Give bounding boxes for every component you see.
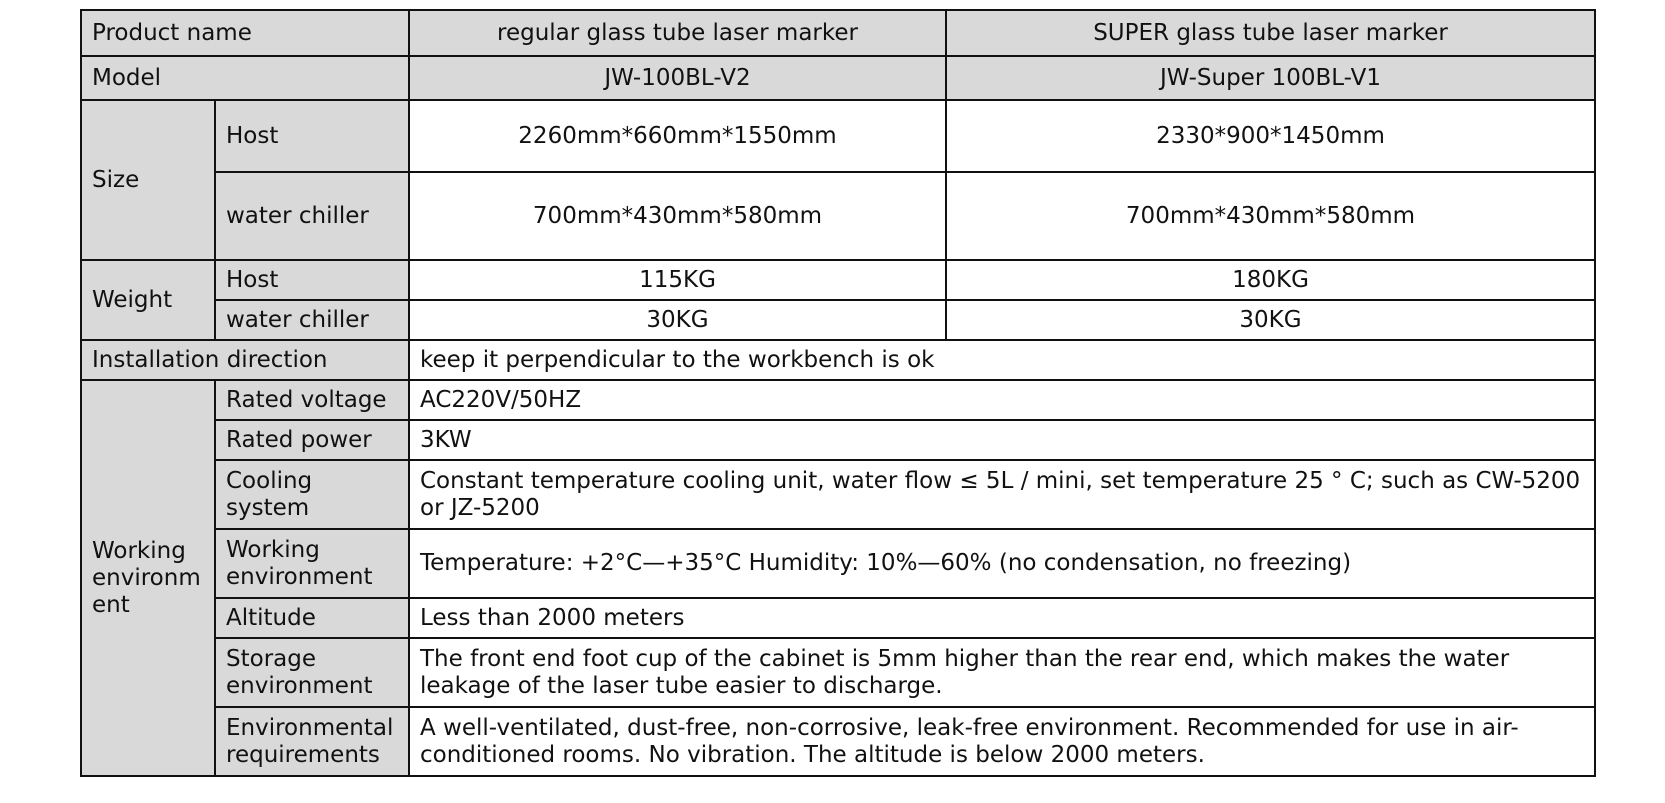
weight-label: Weight <box>81 260 215 340</box>
working-environment-row-label: Working environment <box>215 529 409 598</box>
weight-host-label: Host <box>215 260 409 300</box>
spec-table <box>80 9 1596 777</box>
rated-power-label: Rated power <box>215 420 409 460</box>
altitude-value: Less than 2000 meters <box>409 598 1595 638</box>
weight-chiller-label: water chiller <box>215 300 409 340</box>
table-row-cooling-system <box>81 460 1595 529</box>
working-environment-row-value: Temperature: +2°C—+35°C Humidity: 10%—60% (no condensation, no freezing) <box>409 529 1595 598</box>
environmental-requirements-label: Environmental requirements <box>215 707 409 776</box>
rated-voltage-value: AC220V/50HZ <box>409 380 1595 420</box>
cooling-system-value: Constant temperature cooling unit, water flow ≤ 5L / mini, set temperature 25 ° C; such as CW-5200 or JZ-5200 <box>409 460 1595 529</box>
table-row-storage-environment <box>81 638 1595 707</box>
installation-value: keep it perpendicular to the workbench is ok <box>409 340 1595 380</box>
altitude-label: Altitude <box>215 598 409 638</box>
table-row-size-chiller <box>81 172 1595 260</box>
table-row-weight-chiller <box>81 300 1595 340</box>
size-chiller-regular: 700mm*430mm*580mm <box>409 172 946 260</box>
size-chiller-label: water chiller <box>215 172 409 260</box>
storage-environment-label: Storage environment <box>215 638 409 707</box>
cooling-system-label: Cooling system <box>215 460 409 529</box>
working-environment-label: Working environm ent <box>81 380 215 776</box>
size-host-super: 2330*900*1450mm <box>946 100 1595 172</box>
product-name-super: SUPER glass tube laser marker <box>946 10 1595 56</box>
model-super: JW-Super 100BL-V1 <box>946 56 1595 100</box>
installation-label: Installation direction <box>81 340 409 380</box>
table-row-altitude <box>81 598 1595 638</box>
weight-chiller-super: 30KG <box>946 300 1595 340</box>
table-row-working-environment <box>81 529 1595 598</box>
table-row-installation <box>81 340 1595 380</box>
table-row-rated-power <box>81 420 1595 460</box>
product-name-label: Product name <box>81 10 409 56</box>
environmental-requirements-value: A well-ventilated, dust-free, non-corrosive, leak-free environment. Recommended for use in air-conditioned rooms. No vibration. The altitude is below 2000 meters. <box>409 707 1595 776</box>
size-host-regular: 2260mm*660mm*1550mm <box>409 100 946 172</box>
size-host-label: Host <box>215 100 409 172</box>
weight-host-super: 180KG <box>946 260 1595 300</box>
storage-environment-value: The front end foot cup of the cabinet is 5mm higher than the rear end, which makes the water leakage of the laser tube easier to discharge. <box>409 638 1595 707</box>
table-row-rated-voltage <box>81 380 1595 420</box>
table-row-environmental-requirements <box>81 707 1595 776</box>
weight-chiller-regular: 30KG <box>409 300 946 340</box>
product-name-regular: regular glass tube laser marker <box>409 10 946 56</box>
table-row-model <box>81 56 1595 100</box>
rated-power-value: 3KW <box>409 420 1595 460</box>
table-row-weight-host <box>81 260 1595 300</box>
model-regular: JW-100BL-V2 <box>409 56 946 100</box>
size-label: Size <box>81 100 215 260</box>
weight-host-regular: 115KG <box>409 260 946 300</box>
size-chiller-super: 700mm*430mm*580mm <box>946 172 1595 260</box>
table-row-size-host <box>81 100 1595 172</box>
model-label: Model <box>81 56 409 100</box>
rated-voltage-label: Rated voltage <box>215 380 409 420</box>
table-row-product-name <box>81 10 1595 56</box>
